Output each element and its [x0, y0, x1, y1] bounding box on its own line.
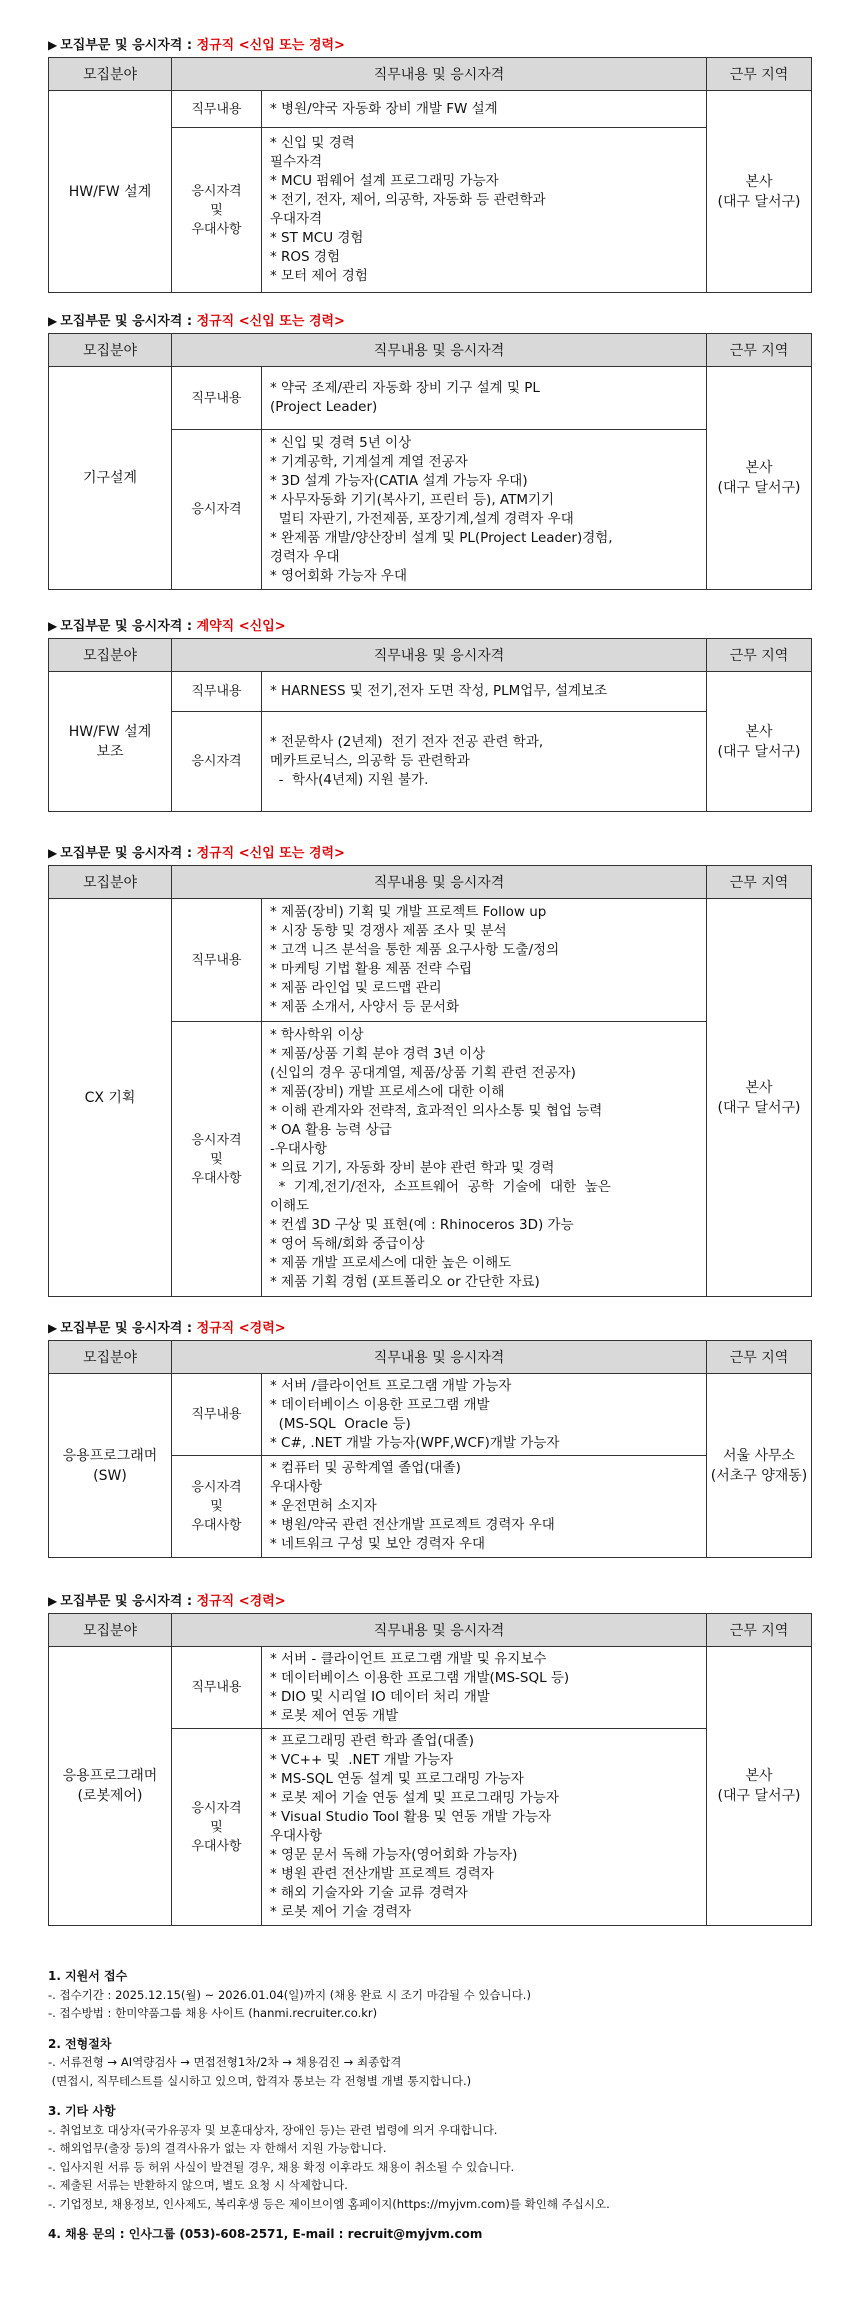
list-item: (Project Leader)	[270, 399, 378, 415]
list-item: * 병원/약국 관련 전산개발 프로젝트 경력자 우대	[270, 1517, 555, 1533]
list-item: * 기계,전기/전자, 소프트웨어 공학 기술에 대한 높은	[270, 1179, 611, 1195]
list-item: * C#, .NET 개발 가능자(WPF,WCF)개발 가능자	[270, 1434, 560, 1451]
triangle-bullet-icon: ▶	[48, 314, 58, 328]
qualification-label: 응시자격 및 우대사항	[172, 128, 262, 293]
work-location: 본사 (대구 달서구)	[707, 672, 812, 812]
header-duties: 직무내용 및 응시자격	[172, 1614, 707, 1647]
header-location: 근무 지역	[707, 1341, 812, 1374]
section-title: ▶ 모집부문 및 응시자격 : 정규직 <신입 또는 경력>	[48, 314, 345, 329]
qualification-label: 응시자격	[172, 712, 262, 812]
field-name: 응용프로그래머 (SW)	[49, 1374, 172, 1558]
work-location: 본사 (대구 달서구)	[707, 1647, 812, 1926]
list-item: -. 기업정보, 채용정보, 인사제도, 복리후생 등은 제이브이엠 홈페이지(https://myjvm.com)를 확인해 주십시오.	[48, 2196, 610, 2211]
list-item: * 네트워크 구성 및 보안 경력자 우대	[270, 1536, 486, 1552]
list-item: * 모터 제어 경험	[270, 268, 368, 284]
section-title: ▶ 모집부문 및 응시자격 : 계약직 <신입>	[48, 619, 286, 634]
section-5	[48, 1320, 811, 1558]
list-item: * 신입 및 경력 5년 이상	[270, 434, 412, 451]
list-item: (MS-SQL Oracle 등)	[270, 1415, 411, 1432]
recruit-table	[48, 333, 812, 590]
list-item: * OA 활용 능력 상급	[270, 1122, 392, 1138]
list-item: * 학사학위 이상	[270, 1027, 364, 1043]
duties-list	[262, 367, 707, 430]
list-item: * 로봇 제어 기술 경력자	[270, 1904, 412, 1920]
list-item: -. 입사지원 서류 등 허위 사실이 발견될 경우, 채용 확정 이후라도 채용이 취소될 수 있습니다.	[48, 2159, 515, 2174]
employment-type: 정규직 <신입 또는 경력>	[196, 314, 345, 329]
qualification-list	[262, 430, 707, 590]
duties-list	[262, 1647, 707, 1729]
header-location: 근무 지역	[707, 639, 812, 672]
list-item: * 마케팅 기법 활용 제품 전략 수립	[270, 961, 473, 977]
list-item: * 로봇 제어 기술 연동 설계 및 프로그래밍 가능자	[270, 1790, 559, 1806]
section-4	[48, 845, 811, 1297]
triangle-bullet-icon: ▶	[48, 619, 58, 633]
recruit-table	[48, 638, 812, 812]
list-item: * 데이터베이스 이용한 프로그램 개발(MS-SQL 등)	[270, 1669, 570, 1686]
list-item: * VC++ 및 .NET 개발 가능자	[270, 1752, 454, 1768]
header-field: 모집분야	[49, 1341, 172, 1374]
list-item: 우대사항	[270, 1828, 323, 1844]
list-item: * 전기, 전자, 제어, 의공학, 자동화 등 관련학과	[270, 192, 546, 208]
list-item: * 영문 문서 독해 가능자(영어회화 가능자)	[270, 1847, 518, 1863]
list-item: * 제품 개발 프로세스에 대한 높은 이해도	[270, 1255, 512, 1271]
list-item: 멀티 자판기, 가전제품, 포장기계,설계 경력자 우대	[270, 510, 574, 527]
work-location: 본사 (대구 달서구)	[707, 367, 812, 590]
recruit-table	[48, 1340, 812, 1558]
process-lines	[48, 2053, 811, 2090]
list-item: 경력자 우대	[270, 548, 340, 565]
contact-info: 4. 채용 문의 : 인사그룹 (053)-608-2571, E-mail : recruit@myjvm.com	[48, 2227, 483, 2241]
list-item: * 고객 니즈 분석을 통한 제품 요구사항 도출/정의	[270, 942, 560, 958]
header-location: 근무 지역	[707, 334, 812, 367]
list-item: * MCU 펌웨어 설계 프로그래밍 가능자	[270, 173, 499, 189]
work-location: 서울 사무소 (서초구 양재동)	[707, 1374, 812, 1558]
list-item: -. 취업보호 대상자(국가유공자 및 보훈대상자, 장애인 등)는 관련 법령에 의거 우대합니다.	[48, 2122, 498, 2137]
work-location: 본사 (대구 달서구)	[707, 899, 812, 1297]
list-item: * 3D 설계 가능자(CATIA 설계 가능자 우대)	[270, 472, 528, 489]
list-item: * 프로그래밍 관련 학과 졸업(대졸)	[270, 1733, 474, 1749]
list-item: * 운전면허 소지자	[270, 1498, 377, 1514]
header-field: 모집분야	[49, 58, 172, 91]
list-item: -. 제출된 서류는 반환하지 않으며, 별도 요청 시 삭제합니다.	[48, 2178, 348, 2192]
list-item: * 약국 조제/관리 자동화 장비 기구 설계 및 PL	[270, 380, 540, 396]
employment-type: 정규직 <신입 또는 경력>	[196, 38, 345, 53]
header-field: 모집분야	[49, 1614, 172, 1647]
triangle-bullet-icon: ▶	[48, 846, 58, 860]
list-item: * 제품 소개서, 사양서 등 문서화	[270, 999, 459, 1015]
list-item: * 로봇 제어 연동 개발	[270, 1707, 399, 1724]
work-location: 본사 (대구 달서구)	[707, 91, 812, 293]
header-location: 근무 지역	[707, 58, 812, 91]
field-name: 기구설계	[49, 367, 172, 590]
header-duties: 직무내용 및 응시자격	[172, 639, 707, 672]
list-item: * 제품/상품 기획 분야 경력 3년 이상	[270, 1046, 486, 1062]
apply-lines	[48, 1986, 811, 2023]
list-item: * 완제품 개발/양산장비 설계 및 PL(Project Leader)경험,	[270, 529, 613, 546]
section-1	[48, 37, 811, 293]
process-title: 2. 전형절차	[48, 2036, 112, 2051]
triangle-bullet-icon: ▶	[48, 1594, 58, 1608]
qualification-list	[262, 1729, 707, 1926]
field-name: CX 기획	[49, 899, 172, 1297]
apply-title: 1. 지원서 접수	[48, 1969, 128, 1983]
list-item: * 병원 관련 전산개발 프로젝트 경력자	[270, 1866, 494, 1882]
list-item: * ROS 경험	[270, 249, 340, 265]
list-item: * 제품(장비) 개발 프로세스에 대한 이해	[270, 1084, 505, 1100]
list-item: -. 서류전형 → AI역량검사 → 면접전형1차/2차 → 채용검진 → 최종합격	[48, 2055, 402, 2069]
list-item: * 이해 관계자와 전략적, 효과적인 의사소통 및 협업 능력	[270, 1103, 603, 1119]
list-item: * 사무자동화 기기(복사기, 프린터 등), ATM기기	[270, 491, 555, 508]
qualification-list	[262, 1022, 707, 1297]
duties-label: 직무내용	[172, 899, 262, 1022]
duties-label: 직무내용	[172, 672, 262, 712]
list-item: * 병원/약국 자동화 장비 개발 FW 설계	[270, 100, 498, 117]
recruit-table	[48, 57, 812, 293]
duties-label: 직무내용	[172, 91, 262, 128]
list-item: - 학사(4년제) 지원 불가.	[270, 772, 429, 788]
list-item: * 기계공학, 기계설계 계열 전공자	[270, 453, 468, 470]
list-item: * 해외 기술자와 기술 교류 경력자	[270, 1885, 468, 1901]
list-item: 우대자격	[270, 211, 323, 227]
duties-label: 직무내용	[172, 1374, 262, 1456]
header-duties: 직무내용 및 응시자격	[172, 1341, 707, 1374]
qualification-label: 응시자격 및 우대사항	[172, 1022, 262, 1297]
qualification-list	[262, 712, 707, 812]
list-item: * 서버 /클라이언트 프로그램 개발 가능자	[270, 1377, 512, 1394]
header-field: 모집분야	[49, 639, 172, 672]
field-name: 응용프로그래머 (로봇제어)	[49, 1647, 172, 1926]
header-field: 모집분야	[49, 866, 172, 899]
qualification-label: 응시자격 및 우대사항	[172, 1456, 262, 1558]
list-item: -. 해외업무(출장 등)의 결격사유가 없는 자 한해서 지원 가능합니다.	[48, 2141, 387, 2155]
header-location: 근무 지역	[707, 1614, 812, 1647]
header-duties: 직무내용 및 응시자격	[172, 866, 707, 899]
field-name: HW/FW 설계 보조	[49, 672, 172, 812]
list-item: 우대사항	[270, 1479, 323, 1495]
duties-list	[262, 899, 707, 1022]
qualification-label: 응시자격 및 우대사항	[172, 1729, 262, 1926]
list-item: -우대사항	[270, 1141, 328, 1157]
list-item: * 시장 동향 및 경쟁사 제품 조사 및 분석	[270, 923, 507, 939]
list-item: 필수자격	[270, 154, 323, 170]
notes	[48, 1967, 811, 2244]
list-item: * 컴퓨터 및 공학계열 졸업(대졸)	[270, 1460, 461, 1476]
list-item: * 데이터베이스 이용한 프로그램 개발	[270, 1396, 490, 1413]
employment-type: 계약직 <신입>	[196, 619, 286, 634]
duties-list	[262, 91, 707, 128]
triangle-bullet-icon: ▶	[48, 1321, 58, 1335]
list-item: * 영어 독해/회화 중급이상	[270, 1236, 425, 1252]
list-item: * Visual Studio Tool 활용 및 연동 개발 가능자	[270, 1809, 552, 1825]
header-location: 근무 지역	[707, 866, 812, 899]
section-title: ▶ 모집부문 및 응시자격 : 정규직 <신입 또는 경력>	[48, 38, 345, 53]
header-duties: 직무내용 및 응시자격	[172, 58, 707, 91]
recruit-table	[48, 865, 812, 1297]
employment-type: 정규직 <경력>	[196, 1594, 286, 1609]
etc-lines	[48, 2121, 811, 2214]
duties-list	[262, 672, 707, 712]
duties-label: 직무내용	[172, 1647, 262, 1729]
list-item: * DIO 및 시리얼 IO 데이터 처리 개발	[270, 1688, 490, 1705]
list-item: (면접시, 직무테스트를 실시하고 있으며, 합격자 통보는 각 전형별 개별 통지합니다.)	[48, 2073, 472, 2088]
employment-type: 정규직 <경력>	[196, 1321, 286, 1336]
list-item: -. 접수방법 : 한미약품그룹 채용 사이트 (hanmi.recruiter.co.kr)	[48, 2006, 378, 2020]
list-item: * ST MCU 경험	[270, 230, 364, 246]
list-item: (신입의 경우 공대계열, 제품/상품 기획 관련 전공자)	[270, 1065, 576, 1081]
qualification-list	[262, 1456, 707, 1558]
qualification-list	[262, 128, 707, 293]
list-item: * 의료 기기, 자동화 장비 분야 관련 학과 및 경력	[270, 1160, 555, 1176]
duties-label: 직무내용	[172, 367, 262, 430]
field-name: HW/FW 설계	[49, 91, 172, 293]
list-item: * MS-SQL 연동 설계 및 프로그래밍 가능자	[270, 1771, 524, 1787]
section-title: ▶ 모집부문 및 응시자격 : 정규직 <경력>	[48, 1594, 286, 1609]
header-duties: 직무내용 및 응시자격	[172, 334, 707, 367]
duties-list	[262, 1374, 707, 1456]
section-2	[48, 313, 811, 590]
section-title: ▶ 모집부문 및 응시자격 : 정규직 <신입 또는 경력>	[48, 846, 345, 861]
etc-title: 3. 기타 사항	[48, 2104, 116, 2118]
list-item: 이해도	[270, 1198, 310, 1214]
list-item: * HARNESS 및 전기,전자 도면 작성, PLM업무, 설계보조	[270, 683, 608, 699]
section-6	[48, 1593, 811, 1926]
list-item: * 서버 - 클라이언트 프로그램 개발 및 유지보수	[270, 1650, 547, 1667]
triangle-bullet-icon: ▶	[48, 38, 58, 52]
list-item: * 제품 라인업 및 로드맵 관리	[270, 980, 442, 996]
employment-type: 정규직 <신입 또는 경력>	[196, 846, 345, 861]
list-item: * 제품 기획 경험 (포트폴리오 or 간단한 자료)	[270, 1274, 540, 1290]
list-item: * 영어회화 가능자 우대	[270, 567, 407, 584]
section-title: ▶ 모집부문 및 응시자격 : 정규직 <경력>	[48, 1321, 286, 1336]
qualification-label: 응시자격	[172, 430, 262, 590]
list-item: * 신입 및 경력	[270, 135, 355, 151]
list-item: -. 접수기간 : 2025.12.15(월) ~ 2026.01.04(일)까지 (채용 완료 시 조기 마감될 수 있습니다.)	[48, 1987, 531, 2002]
list-item: * 컨셉 3D 구상 및 표현(예 : Rhinoceros 3D) 가능	[270, 1217, 574, 1233]
list-item: * 전문학사 (2년제) 전기 전자 전공 관련 학과,	[270, 734, 544, 750]
header-field: 모집분야	[49, 334, 172, 367]
recruit-table	[48, 1613, 812, 1926]
section-3	[48, 618, 811, 812]
list-item: * 제품(장비) 기획 및 개발 프로젝트 Follow up	[270, 904, 547, 920]
list-item: 메카트로닉스, 의공학 등 관련학과	[270, 753, 470, 769]
